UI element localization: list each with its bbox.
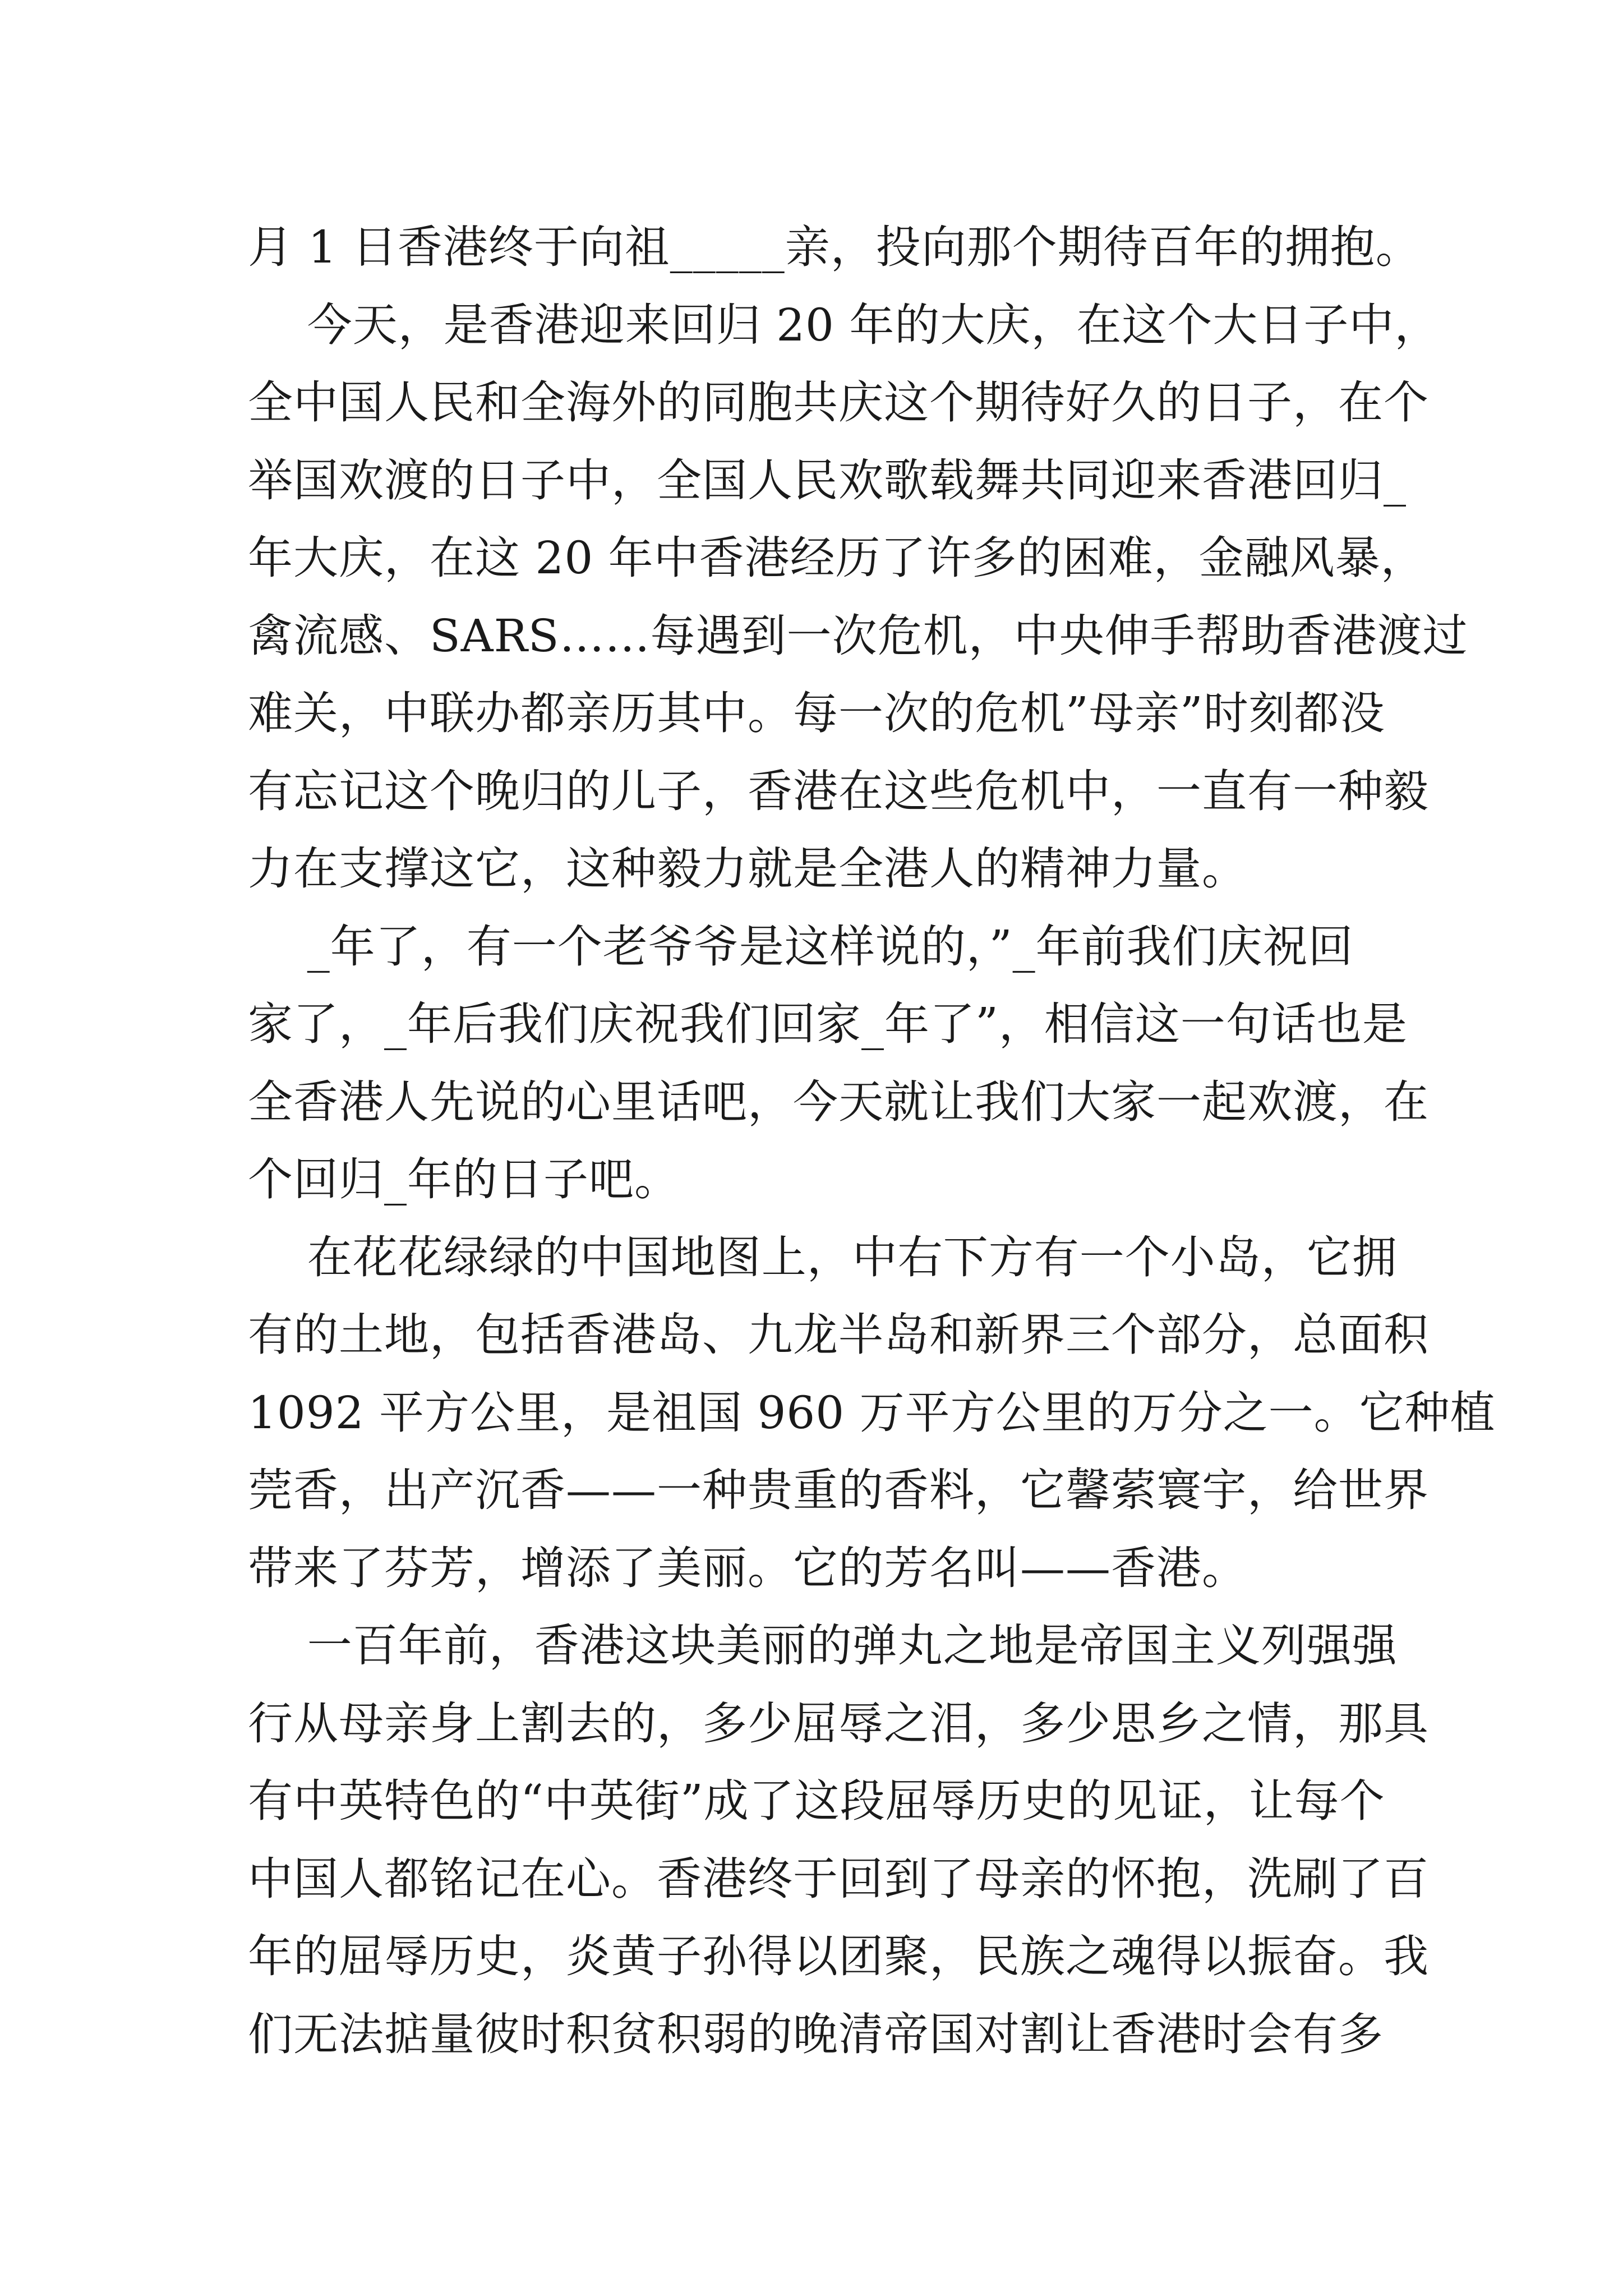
text-line: 有的土地，包括香港岛、九龙半岛和新界三个部分，总面积	[248, 1309, 1429, 1361]
text-line: 行从母亲身上割去的，多少屈辱之泪，多少思乡之情，那具	[248, 1697, 1429, 1750]
text-line: 一百年前，香港这块美丽的弹丸之地是帝国主义列强强	[248, 1619, 1398, 1672]
text-line: _年了，有一个老爷爷是这样说的，”_年前我们庆祝回	[248, 920, 1354, 973]
text-line: 全中国人民和全海外的同胞共庆这个期待好久的日子，在个	[248, 376, 1429, 429]
text-line: 在花花绿绿的中国地图上，中右下方有一个小岛，它拥	[248, 1231, 1398, 1283]
text-line: 禽流感、SARS……每遇到一次危机，中央伸手帮助香港渡过	[248, 609, 1468, 662]
text-line: 莞香，出产沉香——一种贵重的香料，它馨萦寰宇，给世界	[248, 1464, 1429, 1516]
text-line: 举国欢渡的日子中，全国人民欢歌载舞共同迎来香港回归_	[248, 454, 1407, 507]
text-line: 全香港人先说的心里话吧，今天就让我们大家一起欢渡，在	[248, 1075, 1429, 1128]
text-line: 中国人都铭记在心。香港终于回到了母亲的怀抱，洗刷了百	[248, 1852, 1429, 1905]
text-line: 力在支撑这它，这种毅力就是全港人的精神力量。	[248, 843, 1247, 895]
text-line: 个回归_年的日子吧。	[248, 1153, 680, 1205]
text-line: 难关，中联办都亲历其中。每一次的危机”母亲”时刻都没	[248, 687, 1385, 739]
text-line: 有忘记这个晚归的儿子，香港在这些危机中，一直有一种毅	[248, 765, 1429, 817]
document-body	[248, 209, 1496, 2073]
text-line: 今天，是香港迎来回归 20 年的大庆，在这个大日子中，	[248, 298, 1440, 351]
text-line: 月 1 日香港终于向祖_____亲，投向那个期待百年的拥抱。	[248, 221, 1421, 273]
text-line: 1092 平方公里，是祖国 960 万平方公里的万分之一。它种植	[248, 1386, 1496, 1439]
text-line: 有中英特色的“中英街”成了这段屈辱历史的见证，让每个	[248, 1775, 1385, 1827]
text-line: 年大庆，在这 20 年中香港经历了许多的困难，金融风暴，	[248, 532, 1426, 584]
text-line: 带来了芬芳，增添了美丽。它的芳名叫——香港。	[248, 1542, 1247, 1594]
text-line: 家了，_年后我们庆祝我们回家_年了”，相信这一句话也是	[248, 998, 1408, 1050]
text-line: 们无法掂量彼时积贫积弱的晚清帝国对割让香港时会有多	[248, 2008, 1384, 2060]
text-line: 年的屈辱历史，炎黄子孙得以团聚，民族之魂得以振奋。我	[248, 1930, 1429, 1982]
